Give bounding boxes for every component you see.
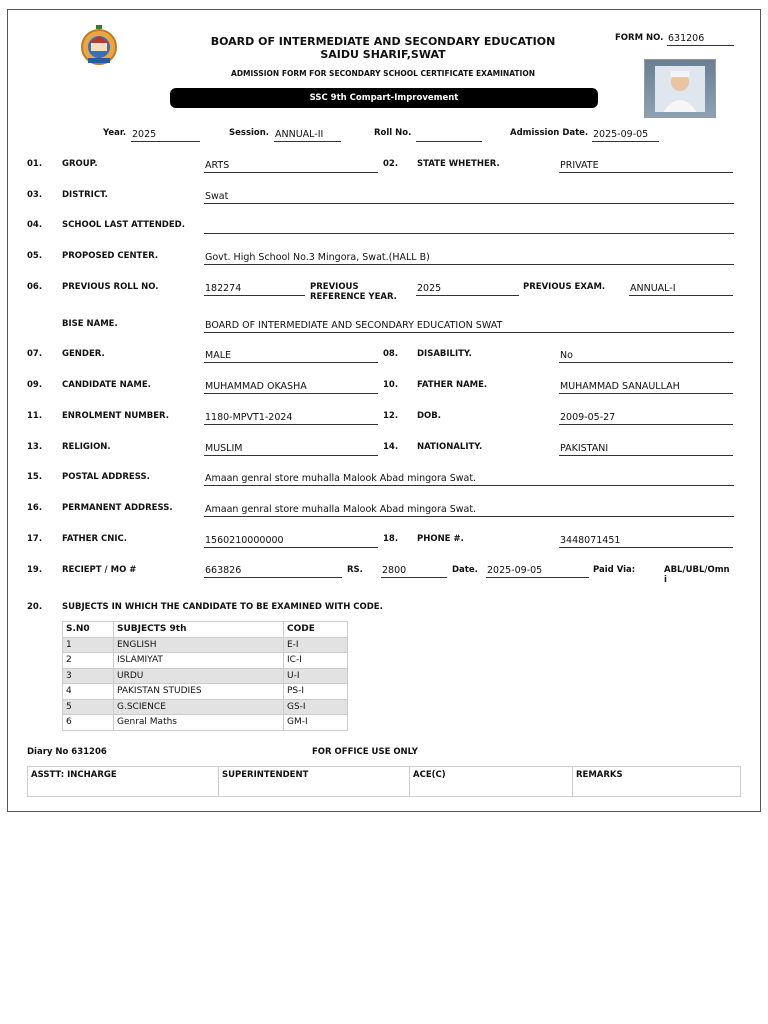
field-number: 01.: [27, 159, 43, 169]
gender-label: GENDER.: [62, 349, 105, 359]
field-number: 10.: [383, 380, 399, 390]
office-use-box: [27, 766, 741, 797]
subjects-heading: SUBJECTS IN WHICH THE CANDIDATE TO BE EXAMINED WITH CODE.: [62, 602, 383, 612]
table-cell: 1: [63, 637, 114, 653]
phone-value: 3448071451: [559, 535, 733, 548]
postal-label: POSTAL ADDRESS.: [62, 472, 150, 482]
office-col-superintendent: SUPERINTENDENT: [219, 767, 410, 796]
admission-date-value: 2025-09-05: [592, 129, 659, 142]
field-number: 14.: [383, 442, 399, 452]
school-value: [204, 221, 734, 234]
prev-exam-value: ANNUAL-I: [629, 283, 733, 296]
phone-label: PHONE #.: [417, 534, 464, 544]
permanent-value: Amaan genral store muhalla Malook Abad mingora Swat.: [204, 504, 734, 517]
column-header: CODE: [284, 622, 348, 638]
form-subtitle: ADMISSION FORM FOR SECONDARY SCHOOL CERTIFICATE EXAMINATION: [231, 69, 535, 78]
form-no-label: FORM NO.: [615, 33, 664, 43]
candidate-label: CANDIDATE NAME.: [62, 380, 151, 390]
column-header: S.N0: [63, 622, 114, 638]
table-cell: 5: [63, 699, 114, 715]
postal-value: Amaan genral store muhalla Malook Abad mingora Swat.: [204, 473, 734, 486]
field-number: 03.: [27, 190, 43, 200]
prev-ref-year-value: 2025: [416, 283, 519, 296]
table-cell: 4: [63, 684, 114, 700]
group-value: ARTS: [204, 160, 378, 173]
bise-label: BISE NAME.: [62, 319, 118, 329]
table-cell: 2: [63, 653, 114, 669]
cnic-value: 1560210000000: [204, 535, 378, 548]
district-label: DISTRICT.: [62, 190, 108, 200]
table-cell: PAKISTAN STUDIES: [114, 684, 284, 700]
candidate-photo: [644, 59, 716, 118]
disability-label: DISABILITY.: [417, 349, 472, 359]
table-cell: IC-I: [284, 653, 348, 669]
year-label: Year.: [103, 128, 127, 138]
admission-form: [7, 9, 761, 812]
field-number: 04.: [27, 220, 43, 230]
table-cell: 6: [63, 715, 114, 731]
cnic-label: FATHER CNIC.: [62, 534, 127, 544]
table-cell: PS-I: [284, 684, 348, 700]
field-number: 19.: [27, 565, 43, 575]
rs-label: RS.: [347, 565, 363, 575]
dob-value: 2009-05-27: [559, 412, 733, 425]
table-cell: U-I: [284, 668, 348, 684]
district-value: Swat: [204, 191, 734, 204]
rs-value: 2800: [381, 565, 447, 578]
table-cell: GS-I: [284, 699, 348, 715]
state-value: PRIVATE: [559, 160, 733, 173]
table-row: [63, 684, 348, 700]
subjects-table-wrap: [62, 621, 348, 731]
father-label: FATHER NAME.: [417, 380, 488, 390]
subjects-table: [62, 621, 348, 731]
prev-ref-label-2: REFERENCE YEAR.: [310, 292, 397, 302]
field-number: 07.: [27, 349, 43, 359]
field-number: 08.: [383, 349, 399, 359]
paid-via-label: Paid Via:: [593, 565, 636, 575]
roll-label: Roll No.: [374, 128, 412, 138]
field-number: 16.: [27, 503, 43, 513]
field-number: 09.: [27, 380, 43, 390]
receipt-label: RECIEPT / MO #: [62, 565, 137, 575]
table-row: [63, 668, 348, 684]
enrol-label: ENROLMENT NUMBER.: [62, 411, 169, 421]
gender-value: MALE: [204, 350, 378, 363]
office-use-heading: FOR OFFICE USE ONLY: [312, 747, 418, 757]
prev-exam-label: PREVIOUS EXAM.: [523, 282, 606, 292]
roll-value: [416, 129, 482, 142]
admission-date-label: Admission Date.: [510, 128, 589, 138]
table-cell: E-I: [284, 637, 348, 653]
bise-value: BOARD OF INTERMEDIATE AND SECONDARY EDUCATION SWAT: [204, 320, 734, 333]
field-number: 11.: [27, 411, 43, 421]
group-label: GROUP.: [62, 159, 98, 169]
form-no-value: 631206: [667, 33, 734, 46]
office-col-ace: ACE(C): [410, 767, 573, 796]
field-number: 13.: [27, 442, 43, 452]
prev-roll-value: 182274: [204, 283, 305, 296]
prev-ref-label-1: PREVIOUS: [310, 282, 359, 292]
field-number: 15.: [27, 472, 43, 482]
field-number: 20.: [27, 602, 43, 612]
center-label: PROPOSED CENTER.: [62, 251, 159, 261]
religion-value: MUSLIM: [204, 443, 378, 456]
field-number: 06.: [27, 282, 43, 292]
religion-label: RELIGION.: [62, 442, 111, 452]
year-value: 2025: [131, 129, 200, 142]
table-row: [63, 715, 348, 731]
session-value: ANNUAL-II: [274, 129, 341, 142]
field-number: 18.: [383, 534, 399, 544]
board-logo-icon: [74, 24, 124, 66]
board-name: BOARD OF INTERMEDIATE AND SECONDARY EDUCATION SAIDU SHARIF,SWAT: [210, 35, 556, 61]
candidate-value: MUHAMMAD OKASHA: [204, 381, 378, 394]
table-cell: GM-I: [284, 715, 348, 731]
table-row: [63, 699, 348, 715]
office-col-remarks: REMARKS: [576, 770, 623, 780]
table-cell: 3: [63, 668, 114, 684]
school-label: SCHOOL LAST ATTENDED.: [62, 220, 185, 230]
exam-banner: SSC 9th Compart-Improvement: [170, 88, 598, 108]
father-value: MUHAMMAD SANAULLAH: [559, 381, 733, 394]
prev-roll-label: PREVIOUS ROLL NO.: [62, 282, 159, 292]
session-label: Session.: [229, 128, 270, 138]
enrol-value: 1180-MPVT1-2024: [204, 412, 378, 425]
office-col-asstt-incharge: ASSTT: INCHARGE: [28, 767, 219, 796]
field-number: 05.: [27, 251, 43, 261]
dob-label: DOB.: [417, 411, 441, 421]
column-header: SUBJECTS 9th: [114, 622, 284, 638]
permanent-label: PERMANENT ADDRESS.: [62, 503, 173, 513]
diary-number: Diary No 631206: [27, 747, 107, 757]
paid-via-value-1: ABL/UBL/Omn: [664, 565, 730, 575]
date-value: 2025-09-05: [486, 565, 589, 578]
paid-via-value-2: i: [664, 575, 667, 585]
table-header-row: [63, 622, 348, 638]
date-label: Date.: [452, 565, 478, 575]
table-row: [63, 653, 348, 669]
field-number: 17.: [27, 534, 43, 544]
nationality-value: PAKISTANI: [559, 443, 733, 456]
disability-value: No: [559, 350, 733, 363]
table-cell: ISLAMIYAT: [114, 653, 284, 669]
table-cell: Genral Maths: [114, 715, 284, 731]
center-value: Govt. High School No.3 Mingora, Swat.(HALL B): [204, 252, 734, 265]
field-number: 02.: [383, 159, 399, 169]
table-cell: URDU: [114, 668, 284, 684]
nationality-label: NATIONALITY.: [417, 442, 483, 452]
receipt-value: 663826: [204, 565, 342, 578]
state-label: STATE WHETHER.: [417, 159, 500, 169]
table-cell: ENGLISH: [114, 637, 284, 653]
field-number: 12.: [383, 411, 399, 421]
table-row: [63, 637, 348, 653]
table-cell: G.SCIENCE: [114, 699, 284, 715]
